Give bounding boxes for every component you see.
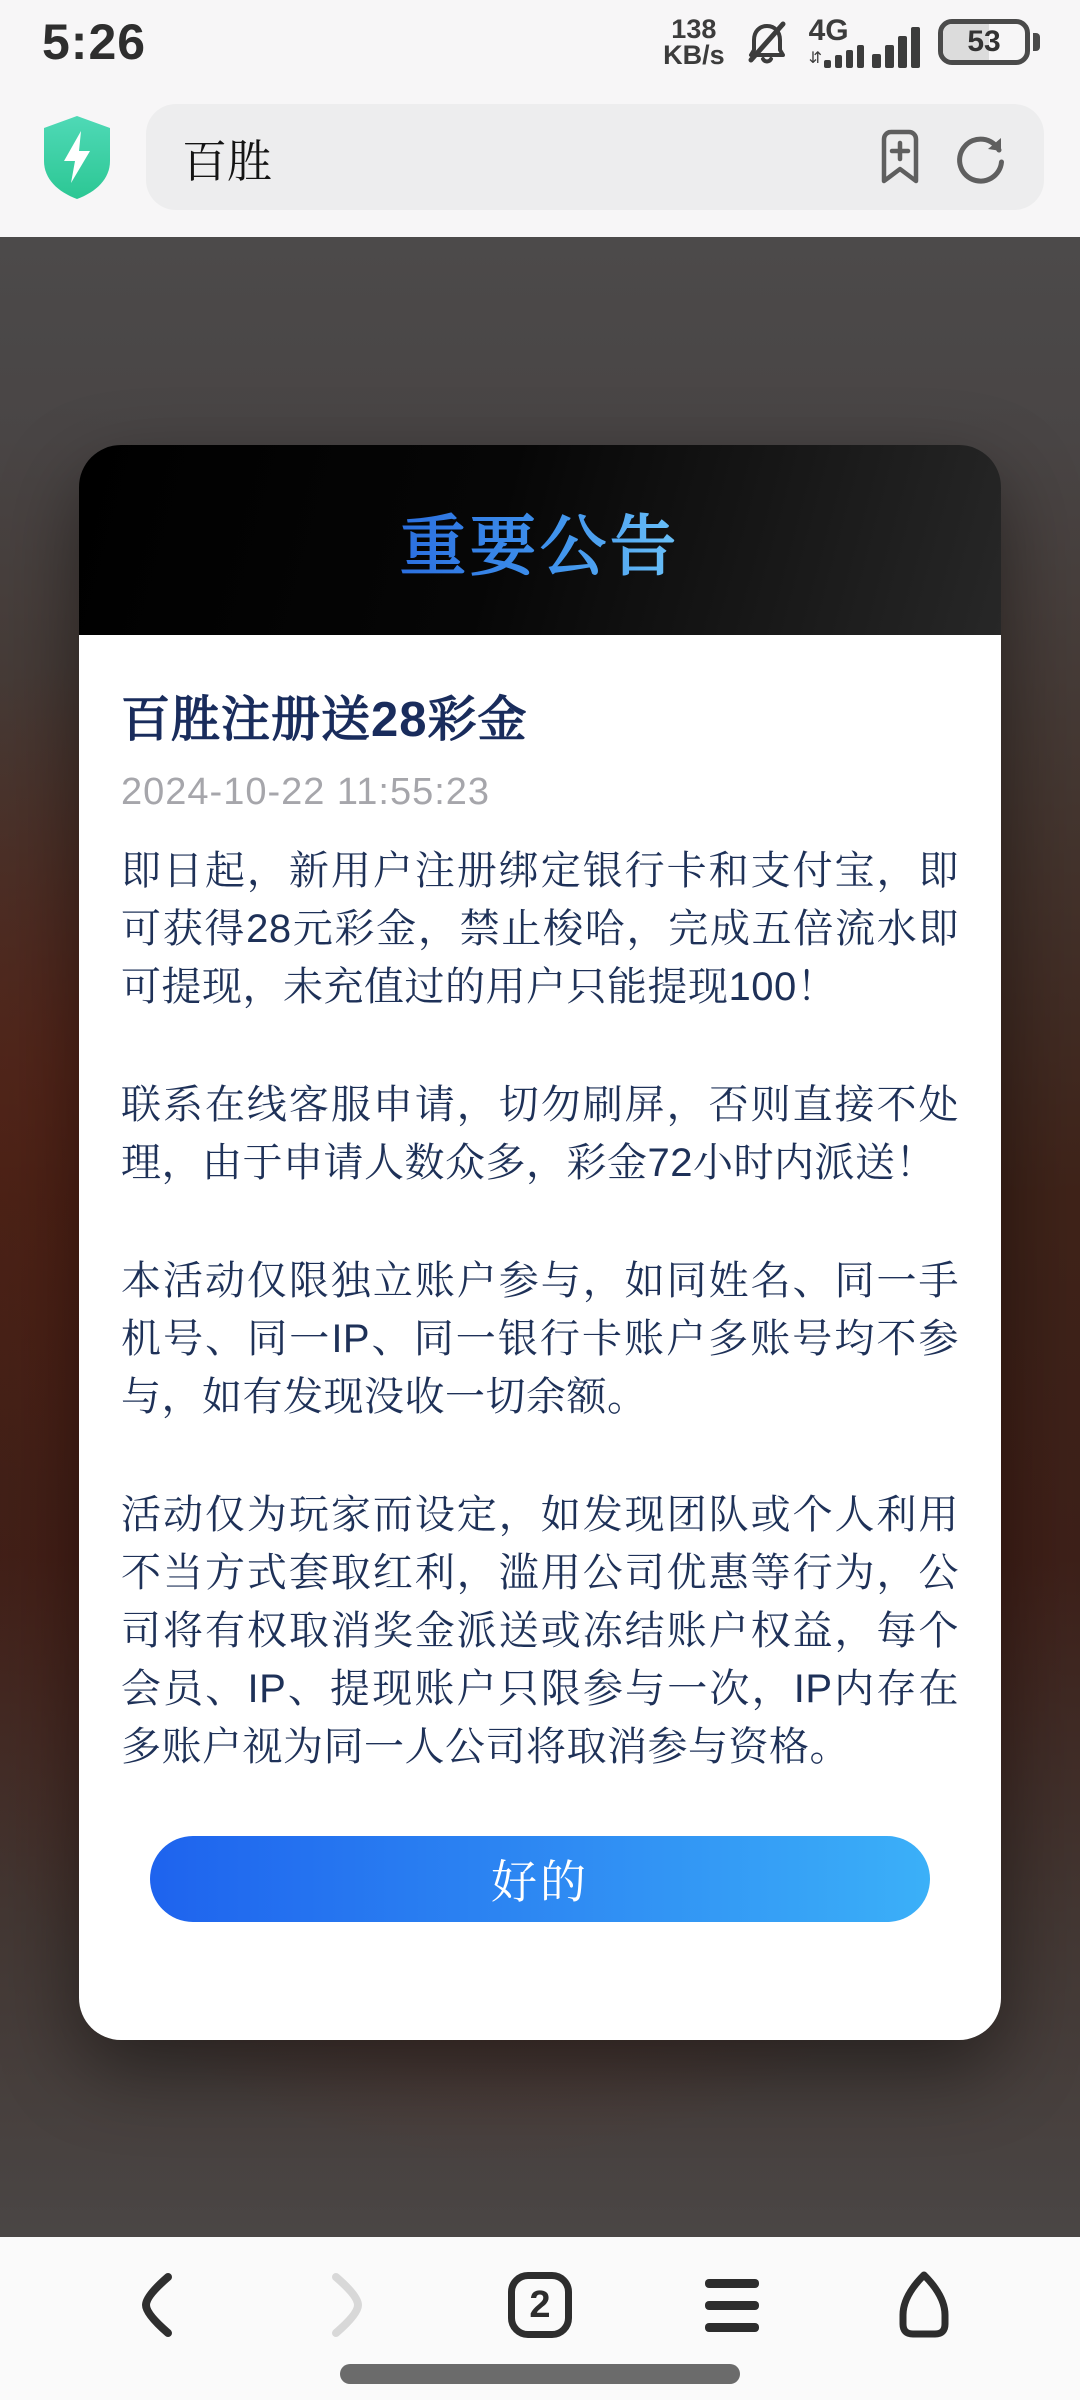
status-icons (663, 13, 1040, 70)
signal-bars-sim2-icon (872, 27, 920, 68)
network-speed-value: 138 (671, 14, 717, 44)
menu-button[interactable] (672, 2265, 792, 2345)
dialog-header (79, 445, 1001, 635)
announcement-dialog (79, 445, 1001, 2040)
refresh-button[interactable] (954, 130, 1008, 184)
data-arrows-icon: ⇵ (808, 49, 820, 67)
bookmark-add-icon (874, 129, 926, 185)
notice-paragraph: 活动仅为玩家而设定，如发现团队或个人利用不当方式套取红利，滥用公司优惠等行为，公司将有权取消奖金派送或冻结账户权益，每个会员、IP、提现账户只限参与一次，IP内存在多账户视为同一人公司将取消参与资格。 (121, 1493, 959, 1769)
battery-nub (1033, 33, 1040, 51)
battery-percent: 53 (967, 25, 1001, 58)
battery-indicator (938, 19, 1040, 65)
back-button[interactable] (96, 2265, 216, 2345)
forward-button[interactable] (288, 2265, 408, 2345)
battery-icon (938, 19, 1030, 65)
security-shield-button[interactable] (34, 109, 120, 205)
top-chrome (0, 0, 1080, 237)
back-chevron-icon (138, 2272, 174, 2338)
shield-lightning-icon (38, 113, 116, 201)
tabs-button[interactable] (480, 2265, 600, 2345)
menu-icon (705, 2279, 759, 2332)
signal-bars-sim1-icon (824, 45, 864, 68)
network-type-label: 4G (808, 13, 849, 47)
tab-count: 2 (529, 2283, 551, 2326)
ok-button[interactable]: 好的 (150, 1836, 930, 1922)
tab-count-icon (508, 2272, 572, 2338)
notice-paragraph: 即日起，新用户注册绑定银行卡和支付宝，即可获得28元彩金，禁止梭哈，完成五倍流水即可提现，未充值过的用户只能提现100！ (121, 849, 959, 1009)
home-button[interactable] (864, 2265, 984, 2345)
refresh-icon (954, 130, 1008, 184)
search-input[interactable]: 百胜 (182, 135, 273, 187)
dimmed-page-overlay[interactable] (0, 237, 1080, 2237)
notice-title: 百胜注册送28彩金 (121, 693, 528, 747)
notice-timestamp: 2024-10-22 11:55:23 (121, 771, 491, 813)
address-search-bar[interactable] (146, 104, 1044, 210)
home-icon (893, 2270, 955, 2340)
dialog-title: 重要公告 (400, 493, 680, 588)
gesture-handle[interactable] (340, 2364, 740, 2384)
network-speed (663, 16, 725, 68)
network-speed-unit: KB/s (663, 40, 725, 70)
notice-paragraph: 本活动仅限独立账户参与，如同姓名、同一手机号、同一IP、同一银行卡账户多账号均不参与，如有发现没收一切余额。 (121, 1259, 959, 1419)
dialog-body (79, 635, 1001, 2040)
status-bar (0, 0, 1080, 74)
signal-block (808, 13, 920, 68)
add-bookmark-button[interactable] (874, 129, 926, 185)
notice-paragraph: 联系在线客服申请，切勿刷屏，否则直接不处理，由于申请人数众多，彩金72小时内派送！ (121, 1083, 959, 1185)
browser-bottom-nav (0, 2237, 1080, 2400)
network-type-group (808, 13, 864, 68)
mute-bell-icon (743, 18, 791, 66)
browser-toolbar (0, 74, 1080, 210)
forward-chevron-icon (330, 2272, 366, 2338)
status-time: 5:26 (42, 14, 147, 70)
